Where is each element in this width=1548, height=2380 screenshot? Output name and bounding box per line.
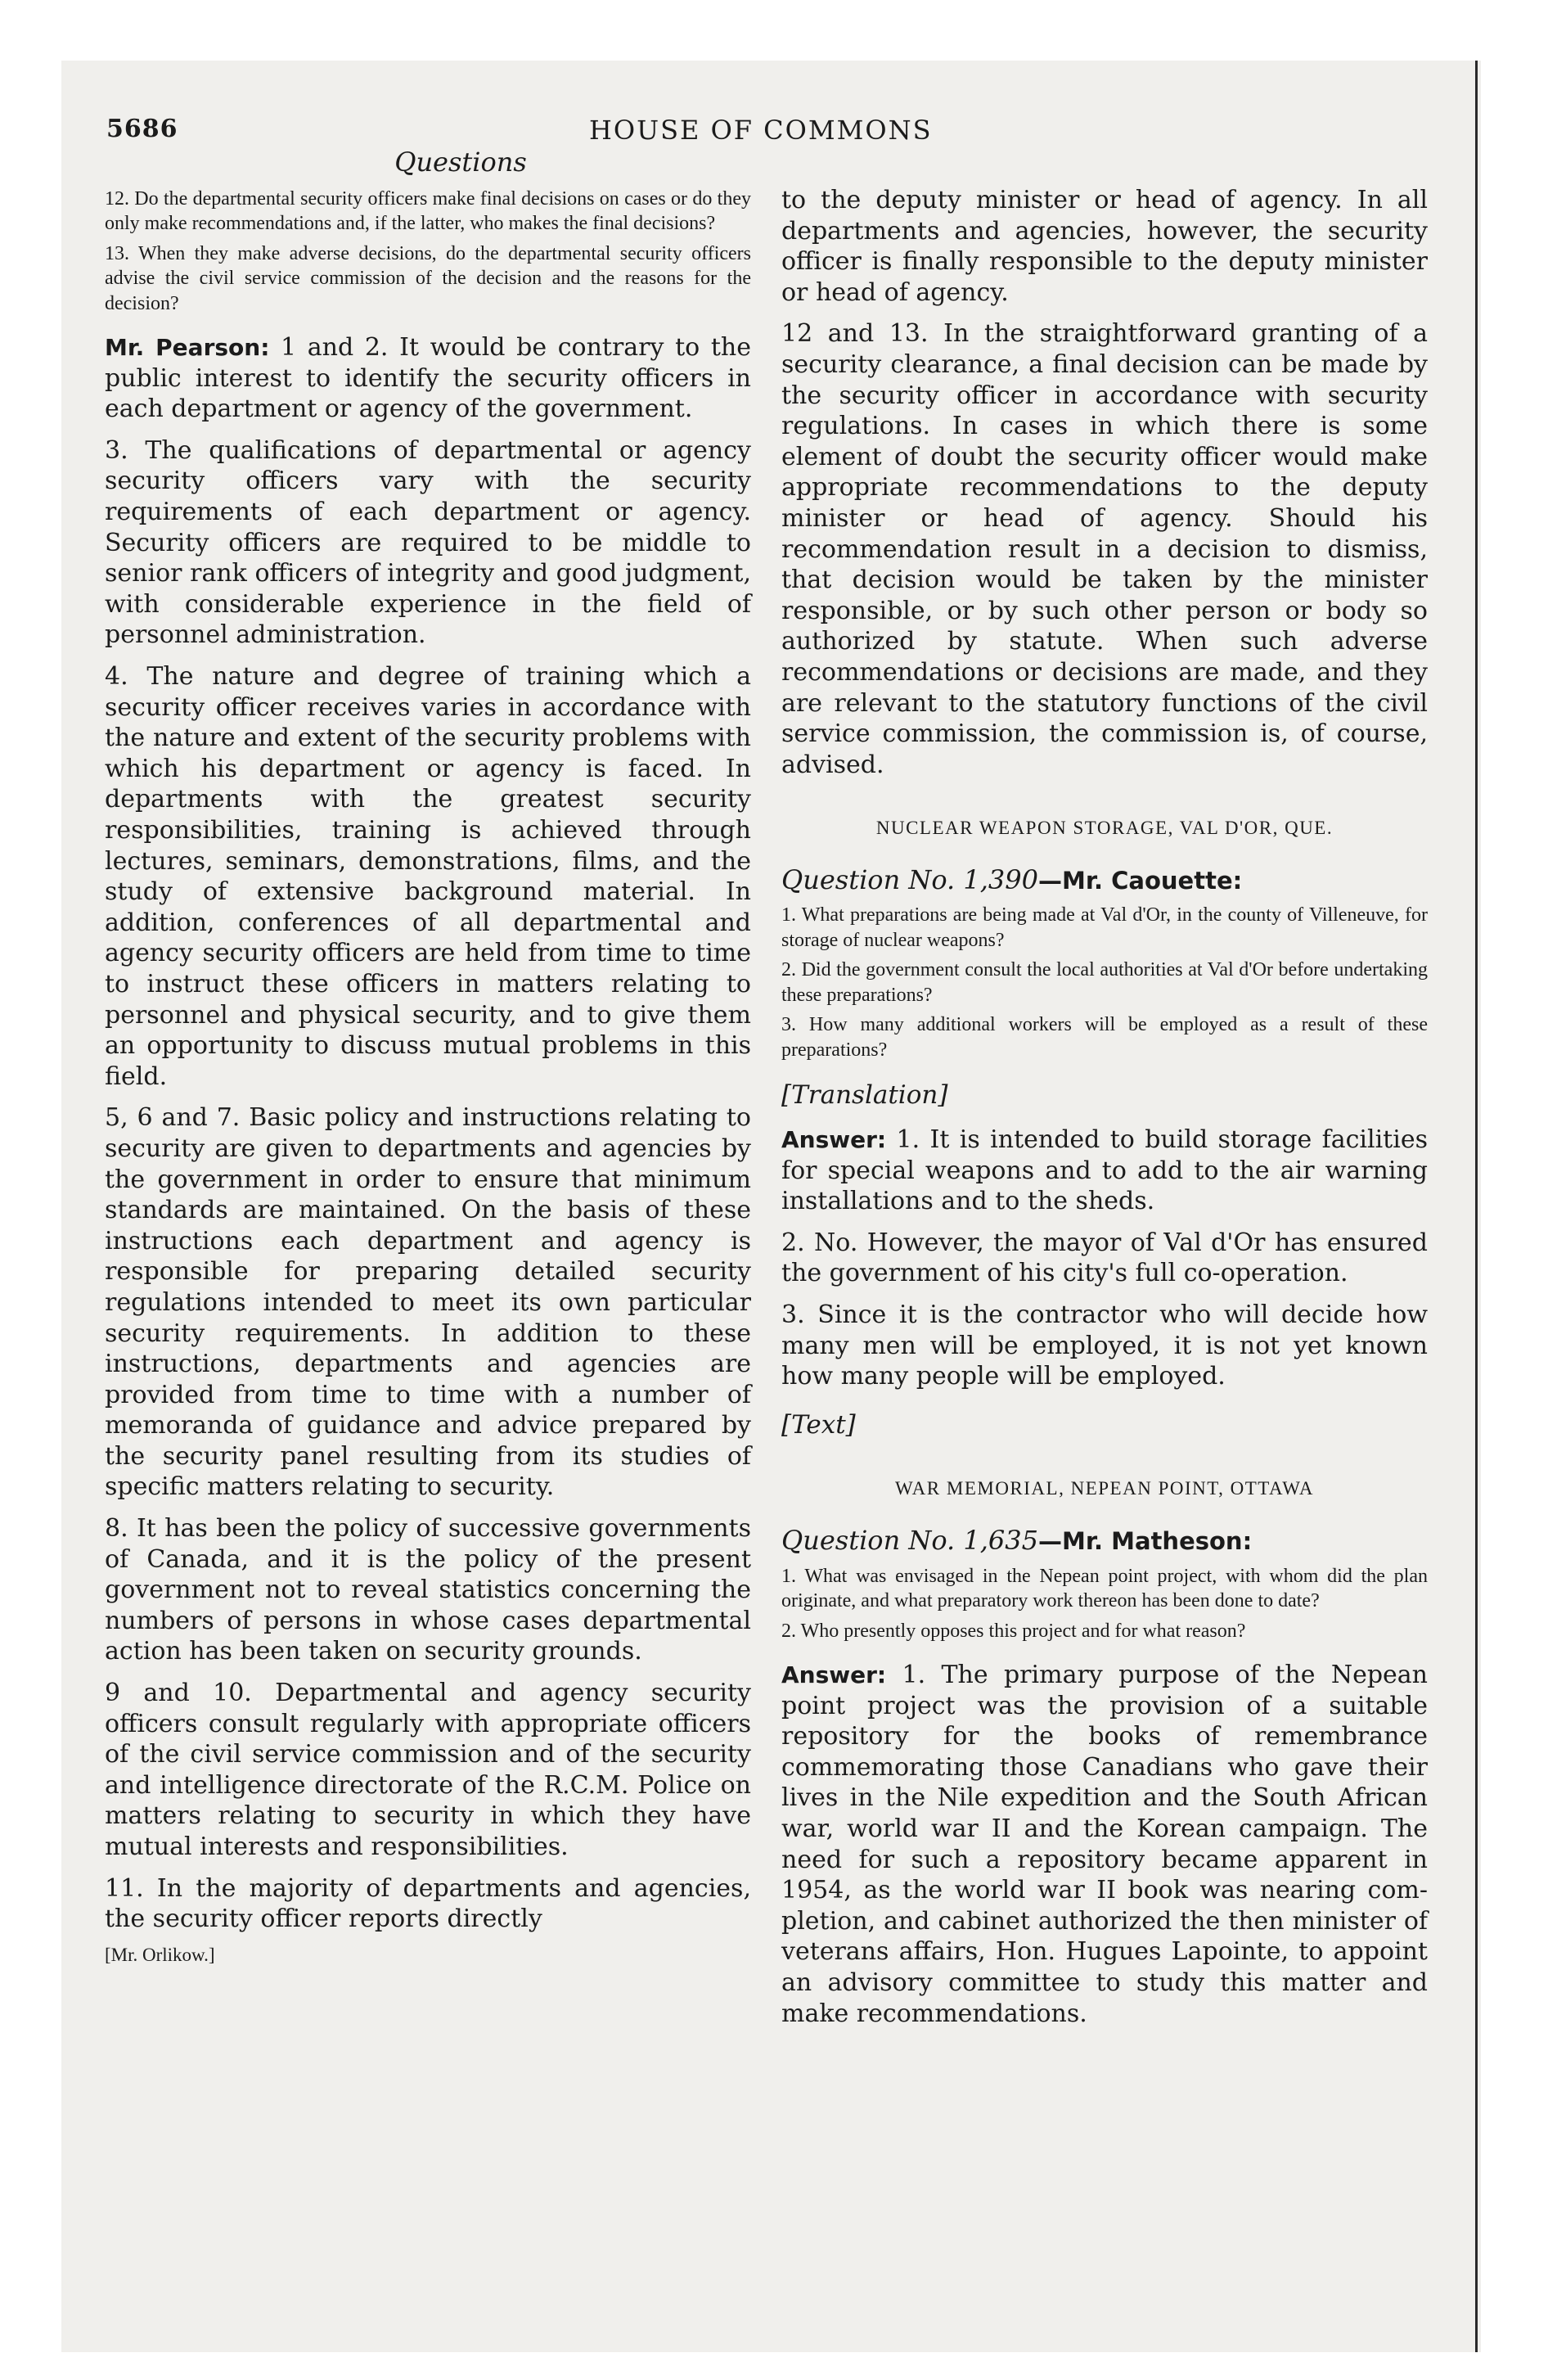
answer-paragraph [781, 1125, 1428, 1217]
answer-text: 1. It is intended to build storage facilities for special weapons and to add to the air warning installations and to the sheds. [781, 1125, 1428, 1216]
question-item: 12. Do the departmental security officers make final decisions on cases or do they only make recommendations and, if the latter, who makes the final decisions? [105, 187, 751, 235]
page-number: 5686 [106, 115, 178, 143]
question-item: 3. How many additional workers will be employed as a result of these preparations? [781, 1014, 1428, 1061]
answer-text: 1. The primary purpose of the Nepean point project was the provision of a suitable repository for the books of remembrance commemorating those Canadians who gave their lives in the Nile expedition and the South African war, world war II and the Korean campaign. The need for such a repository became apparent in 1954, as the world war II book was nearing completion, and cabinet authorized the then minister of veterans affairs, Hon. Hugues Lapointe, to appoint an advisory committee to study this matter and make recommendations. [781, 1661, 1428, 2028]
member-name: —Mr. Matheson: [1038, 1527, 1253, 1555]
text-label: [Text] [781, 1409, 856, 1440]
question-header [781, 1526, 1428, 1557]
body-paragraph: 11. In the majority of departments and agencies, the security officer reports directly [105, 1873, 751, 1934]
answer-label: Answer: [781, 1126, 887, 1154]
speaker-attribution: [Mr. Orlikow.] [105, 1944, 215, 1965]
translation-label: [Translation] [781, 1080, 948, 1111]
answer-text: 1 and 2. It would be contrary to the public interest to identify the security officers in each department or agency of the government. [105, 333, 751, 424]
running-head: HOUSE OF COMMONS [589, 115, 933, 146]
answer-paragraph [105, 332, 751, 425]
member-name: —Mr. Caouette: [1038, 866, 1243, 895]
section-title: NUCLEAR WEAPON STORAGE, VAL D'OR, QUE. [875, 818, 1334, 839]
body-paragraph: 8. It has been the policy of successive governments of Canada, and it is the policy of the present government not to reveal statistics concerning the numbers of persons in whose cases departmental action has been taken on security grounds. [105, 1514, 751, 1666]
body-paragraph: to the deputy minister or head of agency. In all departments and agencies, however, the security officer is finally responsible to the deputy minister or head of agency. [781, 186, 1428, 307]
answer-label: Answer: [781, 1661, 887, 1689]
body-paragraph: 5, 6 and 7. Basic policy and instructions relating to security are given to departments and agencies by the government in order to ensure that minimum standards are maintained. On the basis of these instructions each department and agency is responsible for preparing detailed security regulations intended to meet its own particular security requirements. In addition to these instructions, departments and agencies are provided from time to time with a number of memoranda of guidance and advice prepared by the security panel resulting from its studies of specific matters relating to security. [105, 1103, 751, 1502]
right-column [781, 185, 1428, 2040]
section-title: WAR MEMORIAL, NEPEAN POINT, OTTAWA [895, 1478, 1314, 1499]
body-paragraph: 2. No. However, the mayor of Val d'Or has ensured the government of his city's full co-operation. [781, 1228, 1428, 1288]
body-paragraph: 3. The qualifications of departmental or agency security officers vary with the security requirements of each department or agency. Security officers are required to be middle to senior rank officers of integrity and good judgment, with considerable experience in the field of personnel administration. [105, 435, 751, 650]
body-paragraph: 9 and 10. Departmental and agency security officers consult regularly with appropriate officers of the civil service commission and of the security and intelligence directorate of the R.C.M. Police on matters relating to security in which they have mutual interests and responsibilities. [105, 1679, 751, 1861]
question-item: 13. When they make adverse decisions, do the departmental security officers advise the civil service commission of the decision and the reasons for the decision? [105, 242, 751, 314]
page-header [106, 115, 1435, 151]
body-paragraph: 12 and 13. In the straightforward granting of a security clearance, a final decision can be made by the security officer in accordance with security regulations. In cases in which there is some element of doubt the security officer would make appropriate recommendations to the deputy minister or head of agency. Should his recommendation result in a decision to dismiss, that decision would be taken by the minister responsible, or by such other person or body so authorized by statute. When such adverse recommendations or decisions are made, and they are relevant to the statutory functions of the civil service commission, the commission is, of course, advised. [781, 319, 1428, 779]
page-edge-line [1475, 61, 1478, 2352]
column-heading: Questions [394, 146, 527, 178]
question-block [781, 1564, 1428, 1644]
question-item: 1. What preparations are being made at Val d'Or, in the county of Villeneuve, for storage of nuclear weapons? [781, 904, 1428, 951]
answer-paragraph [781, 1660, 1428, 2029]
question-number: Question No. 1,390 [781, 863, 1038, 895]
question-item: 1. What was envisaged in the Nepean point project, with whom did the plan originate, and what preparatory work thereon has been done to date? [781, 1565, 1428, 1612]
body-paragraph: 3. Since it is the contractor who will decide how many men will be employed, it is not yet known how many people will be employed. [781, 1300, 1428, 1391]
question-header [781, 865, 1428, 897]
question-block [781, 903, 1428, 1062]
question-item: 2. Who presently opposes this project and for what reason? [781, 1620, 1246, 1642]
speaker-name: Mr. Pearson: [105, 334, 270, 362]
question-item: 2. Did the government consult the local authorities at Val d'Or before undertaking these preparations? [781, 959, 1428, 1006]
left-column [105, 147, 751, 1970]
body-paragraph: 4. The nature and degree of training which a security officer receives varies in accordance with the nature and extent of the security problems with which his department or agency is faced. In departments with the greatest security responsibilities, training is achieved through lectures, seminars, demonstrations, films, and the study of extensive background material. In addition, conferences of all departmental and agency security officers are held from time to time to instruct these officers in matters relating to personnel and physical security, and to give them an opportunity to discuss mutual problems in this field. [105, 662, 751, 1091]
question-block [105, 187, 751, 317]
question-number: Question No. 1,635 [781, 1525, 1038, 1556]
